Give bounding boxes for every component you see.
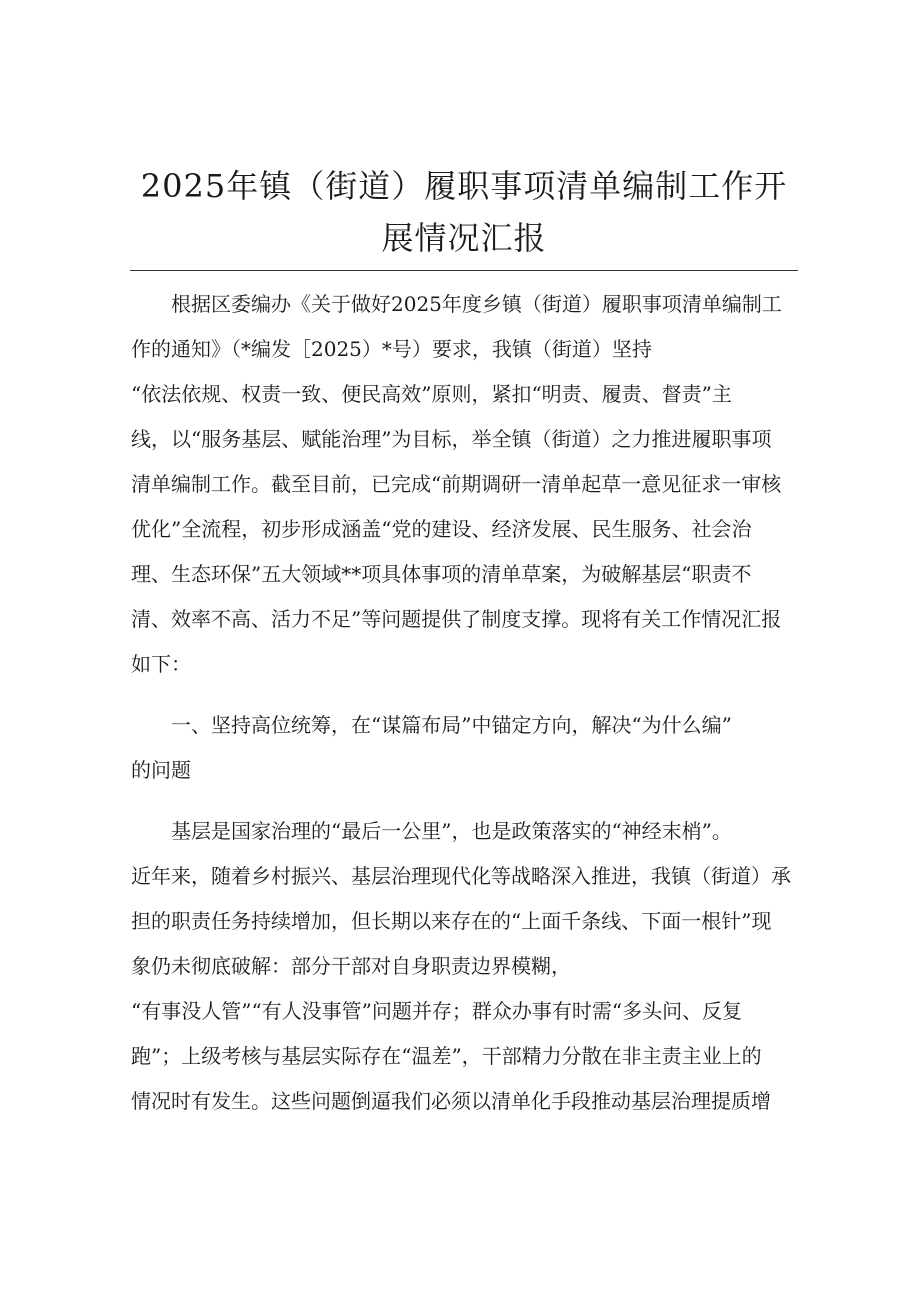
title-line-2: 展情况汇报 <box>381 219 547 257</box>
intro-line: 作的通知》（*编发［2025）*号）要求，我镇（街道）坚持 <box>131 337 652 361</box>
intro-line: 优化”全流程，初步形成涵盖“党的建设、经济发展、民生服务、社会治 <box>131 517 752 541</box>
section-body-line: 象仍未彻底破解：部分干部对自身职责边界模糊， <box>131 954 571 978</box>
intro-line: 线，以“服务基层、赋能治理”为目标，举全镇（街道）之力推进履职事项 <box>131 427 772 451</box>
section-body-line: “有事没人管”“有人没事管”问题并存；群众办事有时需“多头问、反复 <box>131 999 743 1023</box>
intro-line: “依法依规、权责一致、便民高效”原则，紧扣“明责、履责、督责”主 <box>131 382 732 406</box>
intro-line: 理、生态环保”五大领域**项具体事项的清单草案，为破解基层“职责不 <box>131 562 752 586</box>
section-1-heading <box>131 703 799 793</box>
title-line-1: 2025年镇（街道）履职事项清单编制工作开 <box>140 167 788 205</box>
section-body-line: 跑”；上级考核与基层实际存在“温差”，干部精力分散在非主责主业上的 <box>131 1044 762 1068</box>
intro-line: 根据区委编办《关于做好2025年度乡镇（街道）履职事项清单编制工 <box>171 292 782 316</box>
intro-line: 清单编制工作。截至目前，已完成“前期调研一清单起草一意见征求一审核 <box>131 472 782 496</box>
section-heading-line: 一、坚持高位统筹，在“谋篇布局”中锚定方向，解决“为什么编” <box>171 713 732 737</box>
document-title <box>130 160 798 271</box>
paragraph-spacer <box>131 687 799 703</box>
section-body-line: 基层是国家治理的“最后一公里”，也是政策落实的“神经末梢”。 <box>171 819 732 843</box>
section-1-paragraph <box>131 809 799 1124</box>
section-body-line: 近年来，随着乡村振兴、基层治理现代化等战略深入推进，我镇（街道）承 <box>131 864 791 888</box>
paragraph-spacer <box>131 793 799 809</box>
section-heading-line: 的问题 <box>131 758 191 782</box>
intro-line: 清、效率不高、活力不足”等问题提供了制度支撑。现将有关工作情况汇报 <box>131 607 782 631</box>
section-body-line: 担的职责任务持续增加，但长期以来存在的“上面千条线、下面一根针”现 <box>131 909 772 933</box>
section-body-line: 情况时有发生。这些问题倒逼我们必须以清单化手段推动基层治理提质增 <box>131 1089 771 1113</box>
intro-paragraph <box>131 282 799 687</box>
document-body <box>131 282 799 1124</box>
intro-line: 如下： <box>131 652 191 676</box>
